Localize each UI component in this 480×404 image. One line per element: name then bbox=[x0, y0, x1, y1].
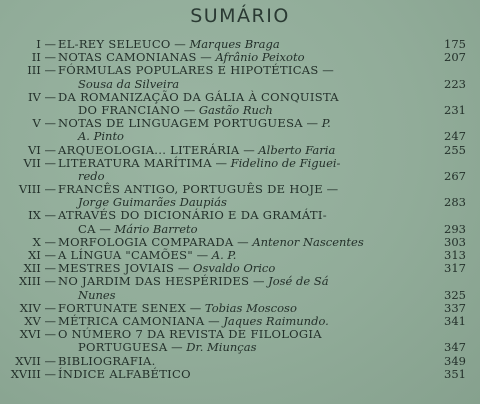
entry-text: DO FRANCIANO — Gastão Ruch bbox=[78, 102, 273, 117]
entry-number: IV — bbox=[27, 89, 56, 104]
entry-author: Jaques Raimundo. bbox=[223, 313, 329, 328]
entry-title: EL-REY SELEUCO bbox=[58, 37, 171, 51]
entry-page: 283 bbox=[444, 195, 466, 210]
entry-title: FRANCÊS ANTIGO, PORTUGUÊS DE HOJE bbox=[58, 182, 323, 197]
entry-author-cont: Nunes bbox=[78, 287, 116, 302]
entry-number: II — bbox=[31, 50, 56, 65]
entry-title: A LÍNGUA "CAMÕES" bbox=[58, 248, 193, 262]
entry-number: XVII — bbox=[15, 353, 56, 368]
entry-number: XVIII — bbox=[10, 366, 56, 381]
entry-number: VII — bbox=[23, 155, 56, 170]
entry-number: X — bbox=[32, 234, 56, 249]
entry-number: VIII — bbox=[18, 182, 56, 197]
entry-number: V — bbox=[32, 116, 56, 131]
entry-title: DA ROMANIZAÇÃO DA GÁLIA À CONQUISTA bbox=[58, 89, 339, 104]
entry-page: 325 bbox=[444, 287, 466, 302]
entry-title-cont: CA bbox=[78, 221, 96, 236]
entry-page: 175 bbox=[444, 37, 466, 51]
table-of-contents bbox=[0, 38, 480, 381]
entry-author-cont: redo bbox=[78, 168, 105, 183]
entry-author: Afrânio Peixoto bbox=[215, 50, 305, 65]
entry-title: MÉTRICA CAMONIANA bbox=[58, 313, 205, 328]
entry-number: IX — bbox=[28, 208, 56, 223]
entry-page: 337 bbox=[444, 300, 466, 315]
entry-author: P. bbox=[321, 116, 331, 131]
entry-title: ÍNDICE ALFABÉTICO bbox=[58, 366, 191, 381]
entry-text: A LÍNGUA "CAMÕES" — A. P. bbox=[58, 248, 237, 262]
entry-author: Fidelino de Figuei- bbox=[230, 155, 341, 170]
entry-number: XV — bbox=[24, 313, 56, 328]
entry-author: Dr. Miunças bbox=[186, 340, 257, 355]
entry-author: Gastão Ruch bbox=[198, 102, 273, 117]
entry-title: MESTRES JOVIAIS bbox=[58, 261, 175, 276]
entry-text: FORTUNATE SENEX — Tobias Moscoso bbox=[58, 300, 297, 315]
entry-author: Mário Barreto bbox=[114, 221, 198, 236]
entry-text: CA — Mário Barreto bbox=[78, 221, 198, 236]
entry-page: 231 bbox=[444, 102, 466, 117]
entry-page: 293 bbox=[444, 221, 466, 236]
entry-text: MÉTRICA CAMONIANA — Jaques Raimundo. bbox=[58, 313, 329, 328]
entry-author: Jorge Guimarães Daupiás bbox=[78, 195, 227, 210]
entry-text: FÓRMULAS POPULARES E HIPOTÉTICAS — bbox=[58, 63, 334, 78]
entry-title: NOTAS DE LINGUAGEM PORTUGUESA bbox=[58, 116, 303, 131]
entry-title: MORFOLOGIA COMPARADA bbox=[58, 234, 234, 249]
entry-number: III — bbox=[27, 63, 56, 78]
toc-entry-9 bbox=[0, 209, 480, 222]
entry-number: XVI — bbox=[19, 327, 56, 342]
entry-title: BIBLIOGRAFIA. bbox=[58, 353, 156, 368]
entry-author: A. P. bbox=[211, 248, 237, 262]
entry-title: NOTAS CAMONIANAS bbox=[58, 50, 197, 65]
entry-text: LITERATURA MARÍTIMA — Fidelino de Figuei- bbox=[58, 155, 341, 170]
entry-author: José de Sá bbox=[268, 274, 329, 289]
entry-author: Antenor Nascentes bbox=[252, 234, 364, 249]
entry-page: 207 bbox=[444, 50, 466, 65]
entry-author: Marques Braga bbox=[189, 37, 280, 51]
entry-title: FORTUNATE SENEX bbox=[58, 300, 187, 315]
entry-page: 255 bbox=[444, 142, 466, 157]
entry-text: EL-REY SELEUCO — Marques Braga bbox=[58, 37, 280, 51]
entry-number: VI — bbox=[27, 142, 56, 157]
entry-title: FÓRMULAS POPULARES E HIPOTÉTICAS bbox=[58, 63, 319, 78]
entry-text bbox=[58, 368, 191, 381]
entry-text: MESTRES JOVIAIS — Osvaldo Orico bbox=[58, 261, 276, 276]
entry-number: XIV — bbox=[19, 300, 56, 315]
entry-author: Osvaldo Orico bbox=[193, 261, 276, 276]
entry-text: FRANCÊS ANTIGO, PORTUGUÊS DE HOJE — bbox=[58, 182, 339, 197]
entry-title: NO JARDIM DAS HESPÉRIDES bbox=[58, 274, 250, 289]
entry-page: 223 bbox=[444, 76, 466, 91]
toc-entry-3 bbox=[0, 64, 480, 77]
entry-title: ARQUEOLOGIA... LITERÁRIA bbox=[58, 142, 240, 157]
toc-entry-7 bbox=[0, 157, 480, 170]
entry-page: 267 bbox=[444, 168, 466, 183]
entry-title: LITERATURA MARÍTIMA bbox=[58, 155, 212, 170]
entry-title: ATRAVÉS DO DICIONÁRIO E DA GRAMÁTI- bbox=[58, 208, 327, 223]
entry-text: NOTAS DE LINGUAGEM PORTUGUESA — P. bbox=[58, 116, 331, 131]
entry-author: Alberto Faria bbox=[258, 142, 336, 157]
entry-page: 247 bbox=[444, 129, 466, 144]
entry-number: XIII — bbox=[19, 274, 56, 289]
entry-number: I — bbox=[36, 37, 56, 51]
toc-entry-8 bbox=[0, 183, 480, 196]
entry-page: 303 bbox=[444, 234, 466, 249]
entry-text: ARQUEOLOGIA... LITERÁRIA — Alberto Faria bbox=[58, 142, 336, 157]
entry-page: 313 bbox=[444, 248, 466, 262]
entry-author: Sousa da Silveira bbox=[78, 76, 180, 91]
entry-page: 351 bbox=[444, 366, 466, 381]
entry-author-cont: A. Pinto bbox=[78, 129, 124, 144]
page-title: SUMÁRIO bbox=[190, 5, 290, 27]
entry-text: NOTAS CAMONIANAS — Afrânio Peixoto bbox=[58, 50, 305, 65]
entry-text: NO JARDIM DAS HESPÉRIDES — José de Sá bbox=[58, 274, 329, 289]
entry-page: 341 bbox=[444, 313, 466, 328]
entry-number: XI — bbox=[28, 248, 56, 262]
entry-author: Tobias Moscoso bbox=[204, 300, 297, 315]
entry-title-cont: PORTUGUESA bbox=[78, 340, 168, 355]
entry-title: O NÚMERO 7 DA REVISTA DE FILOLOGIA bbox=[58, 327, 322, 342]
entry-title-cont: DO FRANCIANO bbox=[78, 102, 181, 117]
toc-entry-18 bbox=[0, 368, 480, 381]
entry-text: PORTUGUESA — Dr. Miunças bbox=[78, 340, 257, 355]
toc-entry-5 bbox=[0, 117, 480, 130]
entry-page: 347 bbox=[444, 340, 466, 355]
toc-entry-13 bbox=[0, 275, 480, 288]
entry-page: 349 bbox=[444, 353, 466, 368]
entry-page: 317 bbox=[444, 261, 466, 276]
entry-text: MORFOLOGIA COMPARADA — Antenor Nascentes bbox=[58, 234, 364, 249]
entry-number: XII — bbox=[23, 261, 56, 276]
